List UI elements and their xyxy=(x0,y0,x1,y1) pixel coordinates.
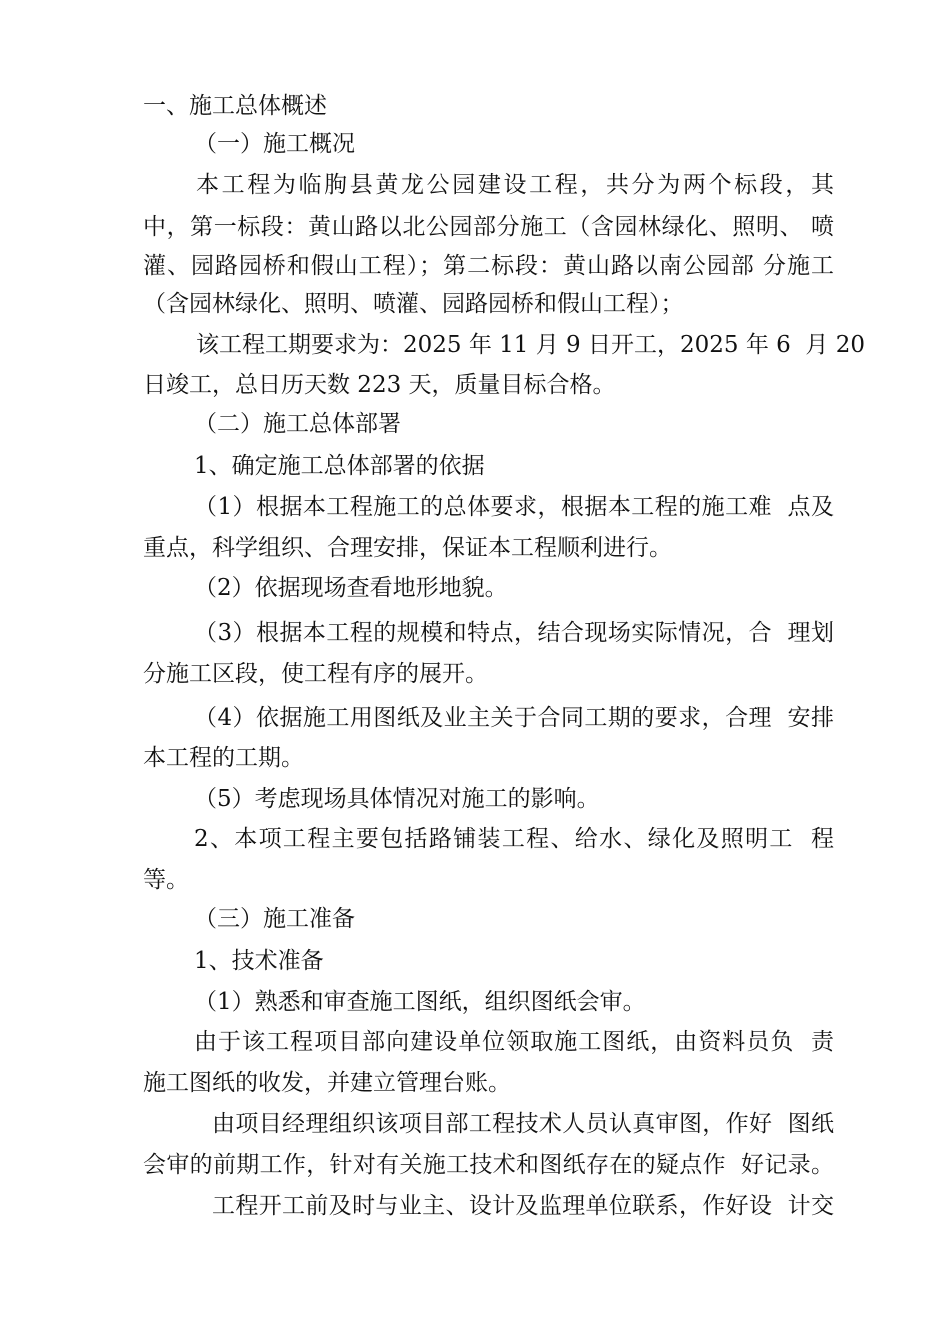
paragraph-line: 会审的前期工作，针对有关施工技术和图纸存在的疑点作 好记录。 xyxy=(143,1152,834,1178)
paragraph-line: 工程开工前及时与业主、设计及监理单位联系，作好设 计交 xyxy=(212,1193,834,1219)
paragraph-line: （1）熟悉和审查施工图纸，组织图纸会审。 xyxy=(194,989,646,1015)
subsection-heading: （一）施工概况 xyxy=(194,131,355,157)
paragraph-line: （5）考虑现场具体情况对施工的影响。 xyxy=(194,786,600,812)
paragraph-line: （2）依据现场查看地形地貌。 xyxy=(194,575,508,601)
paragraph-line: 由项目经理组织该项目部工程技术人员认真审图，作好 图纸 xyxy=(212,1111,834,1137)
paragraph-line: （含园林绿化、照明、喷灌、园路园桥和假山工程）； xyxy=(143,291,684,317)
paragraph-line: 重点，科学组织、合理安排，保证本工程顺利进行。 xyxy=(143,535,672,561)
paragraph-line: 2、本项工程主要包括路铺装工程、给水、绿化及照明工 程 xyxy=(194,826,834,852)
paragraph-line: 本工程的工期。 xyxy=(143,745,304,771)
paragraph-line: 等。 xyxy=(143,867,189,893)
paragraph-line: （3）根据本工程的规模和特点，结合现场实际情况，合 理划 xyxy=(194,620,834,646)
paragraph-line: 中，第一标段：黄山路以北公园部分施工（含园林绿化、照明、 喷 xyxy=(143,214,834,240)
paragraph-line: 由于该工程项目部向建设单位领取施工图纸，由资料员负 责 xyxy=(194,1029,834,1055)
paragraph-line: （4）依据施工用图纸及业主关于合同工期的要求，合理 安排 xyxy=(194,705,834,731)
item-heading: 1、技术准备 xyxy=(194,948,324,974)
subsection-heading: （三）施工准备 xyxy=(194,906,355,932)
paragraph-line: 分施工区段，使工程有序的展开。 xyxy=(143,661,488,687)
paragraph-line: 本工程为临朐县黄龙公园建设工程，共分为两个标段，其 xyxy=(196,172,834,198)
subsection-heading: （二）施工总体部署 xyxy=(194,411,401,437)
paragraph-line: 灌、园路园桥和假山工程）；第二标段：黄山路以南公园部 分施工 xyxy=(143,253,834,279)
paragraph-line: （1）根据本工程施工的总体要求，根据本工程的施工难 点及 xyxy=(194,494,834,520)
paragraph-line: 该工程工期要求为：2025 年 11 月 9 日开工，2025 年 6 月 20 xyxy=(196,332,865,358)
paragraph-line: 施工图纸的收发，并建立管理台账。 xyxy=(143,1070,511,1096)
item-heading: 1、确定施工总体部署的依据 xyxy=(194,453,485,479)
section-heading: 一、施工总体概述 xyxy=(143,93,327,119)
paragraph-line: 日竣工，总日历天数 223 天，质量目标合格。 xyxy=(143,372,616,398)
